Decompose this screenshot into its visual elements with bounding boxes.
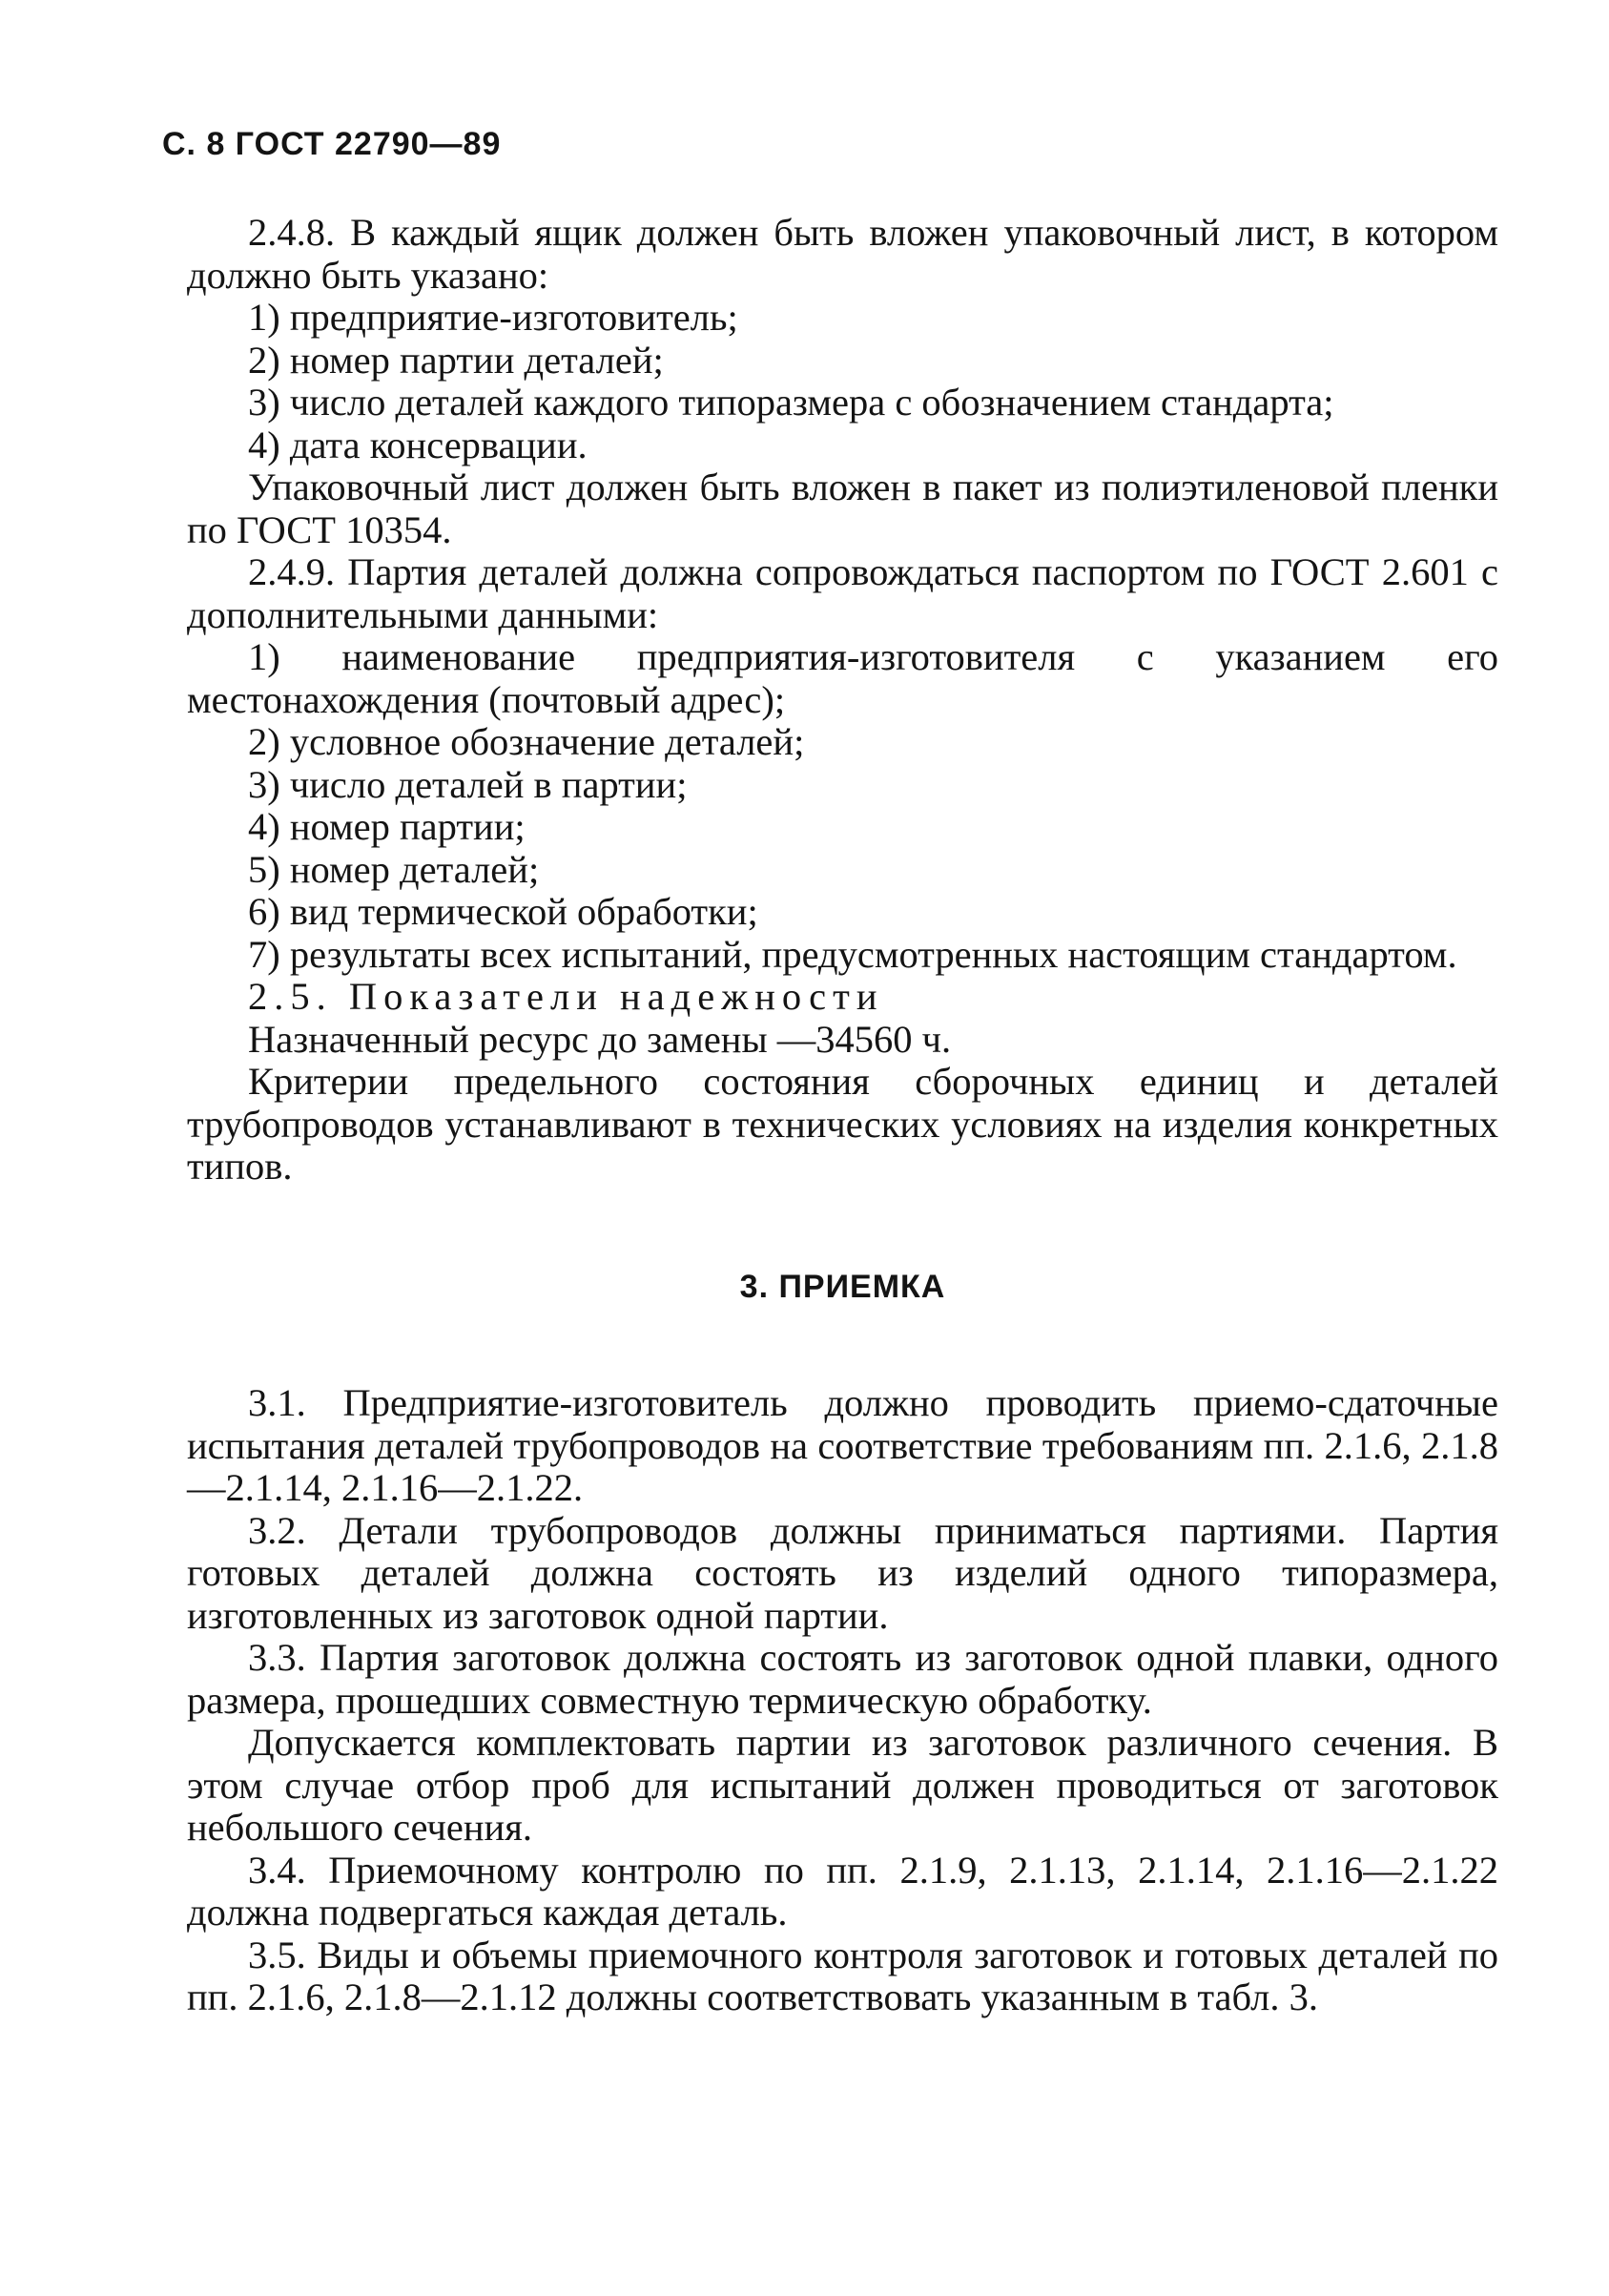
- reliability-heading: 2.5. Показатели надежности: [248, 975, 884, 1018]
- passport-list-item: 2) условное обозначение деталей;: [248, 720, 805, 763]
- paragraph-3-3-note: Допускается комплектовать партии из заготовок различного сечения. В этом случае отбор проб для испытаний должен проводиться от заготовок небольшого сечения.: [187, 1721, 1498, 1849]
- paragraph-2-4-8: 2.4.8. В каждый ящик должен быть вложен упаковочный лист, в котором должно быть указано:: [187, 211, 1498, 297]
- passport-list-item: 7) результаты всех испытаний, предусмотренных настоящим стандартом.: [248, 932, 1457, 976]
- passport-list-item: 4) номер партии;: [248, 805, 526, 848]
- paragraph-resource: Назначенный ресурс до замены —34560 ч.: [248, 1017, 952, 1061]
- paragraph-2-4-9: 2.4.9. Партия деталей должна сопровождаться паспортом по ГОСТ 2.601 с дополнительными данными:: [187, 550, 1498, 636]
- document-body: [187, 212, 1498, 2019]
- packing-list-item: 3) число деталей каждого типоразмера с обозначением стандарта;: [248, 381, 1334, 424]
- paragraph-packing-sheet: Упаковочный лист должен быть вложен в пакет из полиэтиленовой пленки по ГОСТ 10354.: [187, 465, 1498, 551]
- paragraph-3-1: 3.1. Предприятие-изготовитель должно проводить приемо-сдаточные испытания деталей трубопроводов на соответствие требованиям пп. 2.1.6, 2.1.8—2.1.14, 2.1.16—2.1.22.: [187, 1381, 1498, 1509]
- passport-list-item: 5) номер деталей;: [248, 847, 540, 891]
- paragraph-3-2: 3.2. Детали трубопроводов должны приниматься партиями. Партия готовых деталей должна состоять из изделий одного типоразмера, изготовленных из заготовок одной партии.: [187, 1508, 1498, 1637]
- packing-list-item: 4) дата консервации.: [248, 423, 588, 466]
- packing-list-item: 2) номер партии деталей;: [248, 338, 664, 382]
- paragraph-3-5: 3.5. Виды и объемы приемочного контроля заготовок и готовых деталей по пп. 2.1.6, 2.1.8—2.1.12 должны соответствовать указанным в табл. 3.: [187, 1933, 1498, 2018]
- paragraph-criteria: Критерии предельного состояния сборочных единиц и деталей трубопроводов устанавливают в технических условиях на изделия конкретных типов.: [187, 1060, 1498, 1188]
- passport-list-item: 6) вид термической обработки;: [248, 890, 758, 933]
- section-title: 3. ПРИЕМКА: [739, 1268, 946, 1305]
- page-header: С. 8 ГОСТ 22790—89: [162, 126, 502, 162]
- paragraph-3-4: 3.4. Приемочному контролю по пп. 2.1.9, 2.1.13, 2.1.14, 2.1.16—2.1.22 должна подвергаться каждая деталь.: [187, 1848, 1498, 1934]
- paragraph-3-3: 3.3. Партия заготовок должна состоять из заготовок одной плавки, одного размера, прошедших совместную термическую обработку.: [187, 1636, 1498, 1722]
- packing-list-item: 1) предприятие-изготовитель;: [248, 296, 738, 339]
- passport-list-item: 3) число деталей в партии;: [248, 762, 688, 806]
- passport-list-item: 1) наименование предприятия-изготовителя с указанием его местонахождения (почтовый адрес);: [187, 635, 1498, 721]
